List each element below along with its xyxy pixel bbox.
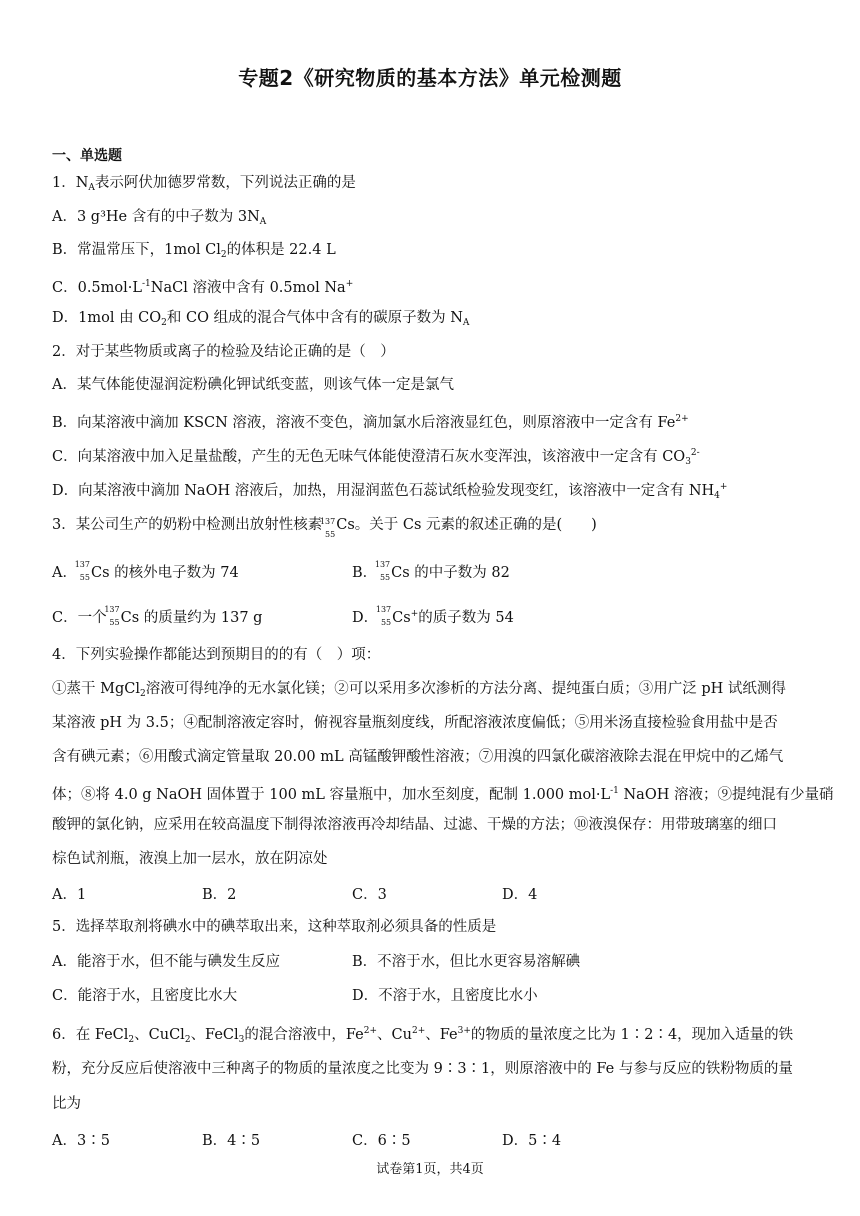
question-4-option-b: B．2 — [202, 887, 237, 903]
question-1-stem: 1．$N_A$表示阿伏加德罗常数，下列说法正确的是 — [52, 175, 356, 193]
question-6-option-c: C．6∶5 — [352, 1133, 411, 1149]
question-1-option-c: C．$0.5mol\cdot L^{-1}NaCl$ 溶液中含有 0.5mol Na+ — [52, 279, 354, 296]
question-3-option-c: C．一个 137 55 Cs 的质量约为 137 g — [52, 605, 263, 627]
question-4-option-d: D．4 — [502, 887, 538, 903]
question-6-option-b: B．4∶5 — [202, 1133, 261, 1149]
question-1-option-a: A．3 g³He 含有的中子数为 $3N_A$ — [52, 209, 267, 227]
question-3-option-b: B． 137 55 Cs 的中子数为 82 — [352, 560, 510, 582]
question-5-option-a: A．能溶于水，但不能与碘发生反应 — [52, 954, 280, 970]
question-5-option-b: B．不溶于水，但比水更容易溶解碘 — [352, 954, 581, 970]
question-4-option-c: C．3 — [352, 887, 387, 903]
question-4-line-6: 酸钾的氯化钠，应采用在较高温度下制得浓溶液再冷却结晶、过滤、干燥的方法；⑩液溴保存：用带玻璃塞的细口 — [52, 817, 777, 833]
question-3-stem: 3．某公司生产的奶粉中检测出放射性核素 137 55 Cs。关于 Cs 元素的叙述正确的是( ) — [52, 514, 832, 535]
question-5-stem: 5．选择萃取剂将碘水中的碘萃取出来，这种萃取剂必须具备的性质是 — [52, 919, 497, 935]
question-4-option-a: A．1 — [52, 887, 87, 903]
question-2-option-d: D．向某溶液中滴加 NaOH 溶液后，加热，用湿润蓝色石蕊试纸检验发现变红，该溶液中一定含有 $NH_4^+$ — [52, 482, 728, 501]
question-2-option-c: C．向某溶液中加入足量盐酸，产生的无色无味气体能使澄清石灰水变浑浊，该溶液中一定含有 $CO_3^{2-}$ — [52, 448, 700, 467]
question-6-option-d: D．5∶4 — [502, 1133, 562, 1149]
question-4-stem: 4．下列实验操作都能达到预期目的的有（ ）项： — [52, 647, 381, 663]
question-2-option-b: B．向某溶液中滴加 KSCN 溶液，溶液不变色，滴加氯水后溶液显红色，则原溶液中一定含有 $Fe^{2+}$ — [52, 414, 689, 431]
page-footer: 试卷第1页，共4页 — [376, 1162, 484, 1177]
question-3-option-a: A． 137 55 Cs 的核外电子数为 74 — [52, 560, 239, 582]
question-5-option-d: D．不溶于水，且密度比水小 — [352, 988, 538, 1004]
question-6-line-1: 6．在 FeCl$_2$、CuCl$_2$、FeCl$_3$的混合溶液中，$Fe^{2+}$、$Cu^{2+}$、$Fe^{3+}$的物质的量浓度之比为 1∶2∶4，现加入适量的铁 — [52, 1026, 794, 1045]
question-1-option-d: D．1mol 由 $CO_2$和 CO 组成的混合气体中含有的碳原子数为 $N_A$ — [52, 310, 470, 328]
question-6-line-3: 比为 — [52, 1096, 81, 1112]
question-1-option-b: B．常温常压下，1mol $Cl_2$的体积是 22.4 L — [52, 242, 336, 260]
question-6-option-a: A．3∶5 — [52, 1133, 110, 1149]
question-6-line-2: 粉，充分反应后使溶液中三种离子的物质的量浓度之比变为 9∶3∶1，则原溶液中的 Fe 与参与反应的铁粉物质的量 — [52, 1061, 793, 1077]
question-4-line-5: 体；⑧将 4.0 g NaOH 固体置于 100 mL 容量瓶中，加水至刻度，配制 1.000 $mol\cdot L^{-1}$ NaOH 溶液；⑨提纯混有少量硝 — [52, 786, 834, 803]
question-4-line-4: 含有碘元素；⑥用酸式滴定管量取 20.00 mL 高锰酸钾酸性溶液；⑦用溴的四氯化碳溶液除去混在甲烷中的乙烯气 — [52, 749, 784, 765]
page-title: 专题2《研究物质的基本方法》单元检测题 — [238, 66, 622, 90]
question-5-option-c: C．能溶于水，且密度比水大 — [52, 988, 238, 1004]
section-heading: 一、单选题 — [52, 148, 122, 164]
nuclide-symbol: 137 55 — [319, 517, 336, 539]
question-4-line-2: ①蒸干 MgCl$_2$溶液可得纯净的无水氯化镁；②可以采用多次渗析的方法分离、提纯蛋白质；③用广泛 pH 试纸测得 — [52, 681, 786, 699]
question-4-line-7: 棕色试剂瓶，液溴上加一层水，放在阴凉处 — [52, 851, 328, 867]
question-4-line-3: 某溶液 pH 为 3.5；④配制溶液定容时，俯视容量瓶刻度线，所配溶液浓度偏低；⑤用米汤直接检验食用盐中是否 — [52, 715, 778, 731]
question-2-option-a: A．某气体能使湿润淀粉碘化钾试纸变蓝，则该气体一定是氯气 — [52, 377, 454, 393]
question-2-stem: 2．对于某些物质或离子的检验及结论正确的是（ ） — [52, 344, 395, 360]
question-3-option-d: D． 137 55 Cs+的质子数为 54 — [352, 605, 514, 627]
